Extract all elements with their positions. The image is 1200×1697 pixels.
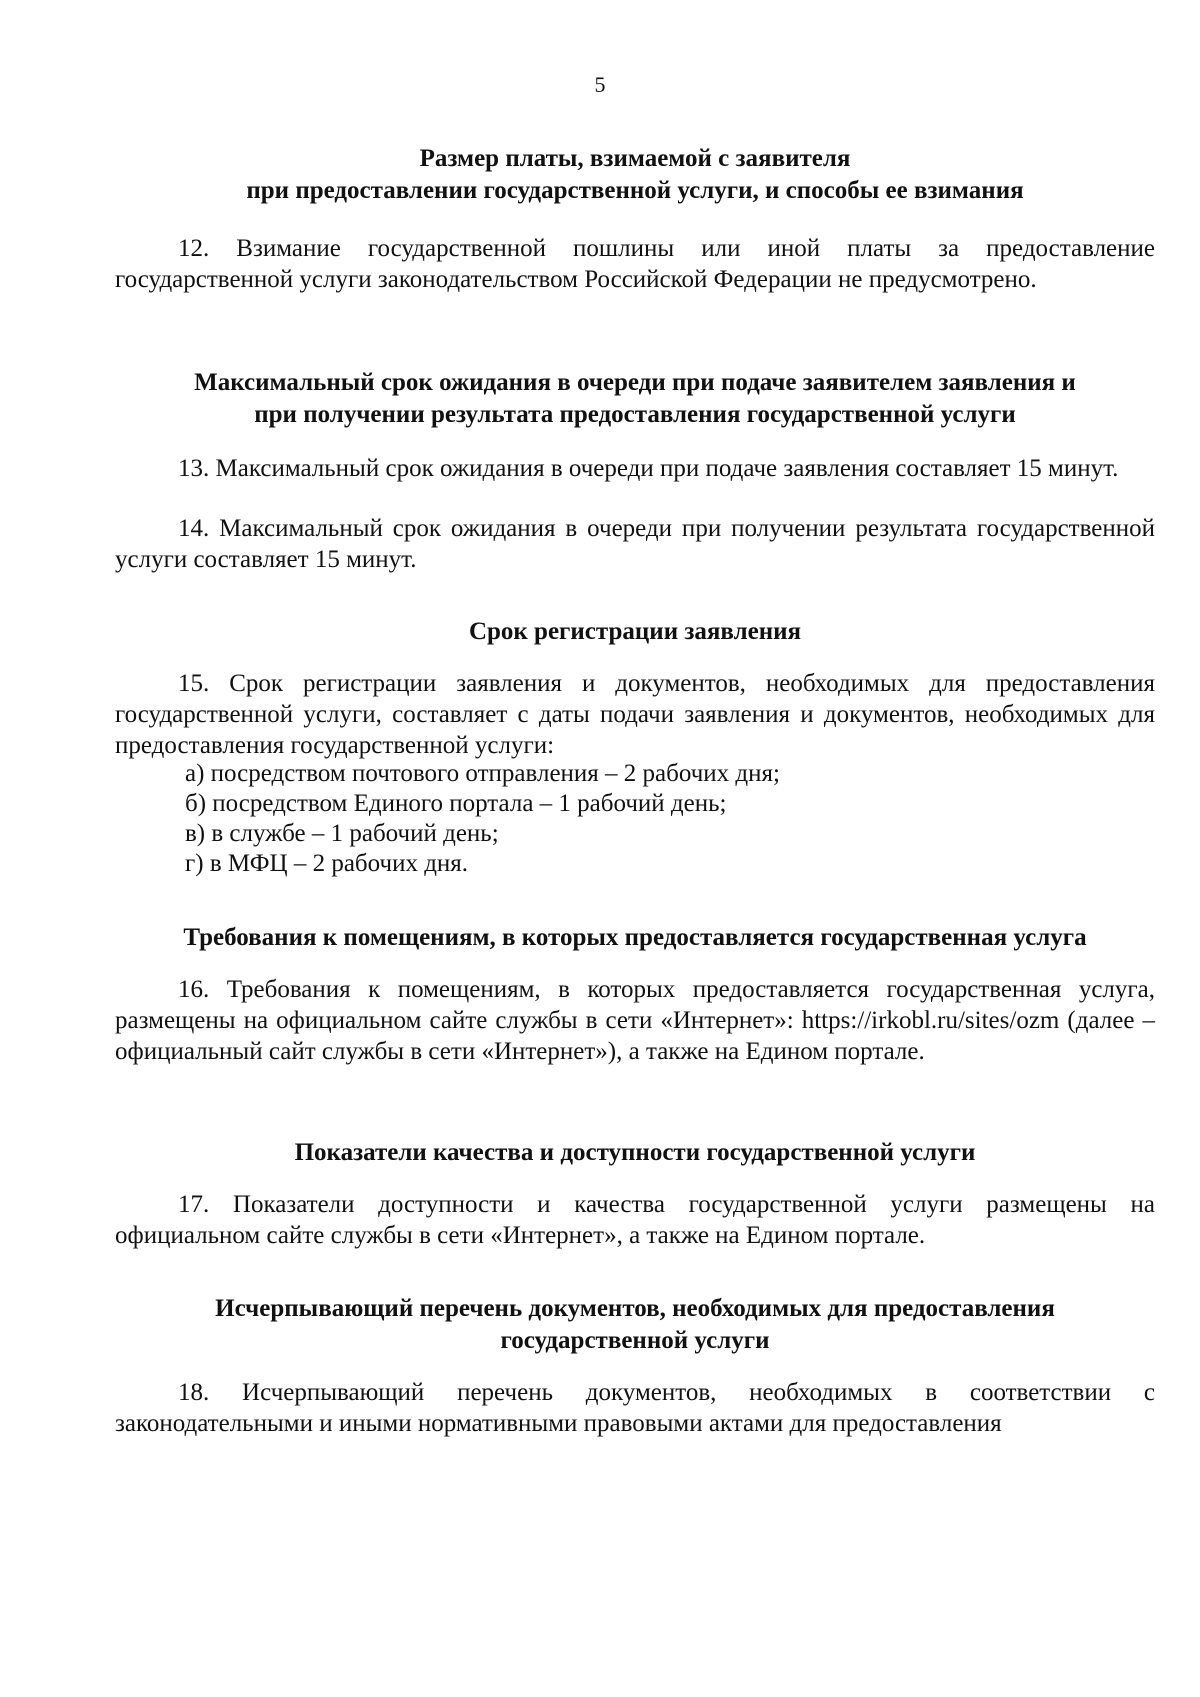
list-item: б) посредством Единого портала – 1 рабочий день; <box>185 790 727 817</box>
heading-line: Показатели качества и доступности государственной услуги <box>294 1139 976 1166</box>
heading-line: Исчерпывающий перечень документов, необходимых для предоставления <box>215 1295 1055 1322</box>
heading-line: государственной услуги <box>500 1327 770 1354</box>
section-heading-registration <box>115 616 1155 648</box>
heading-line: при предоставлении государственной услуги, и способы ее взимания <box>246 177 1024 204</box>
section-heading-premises <box>115 922 1155 954</box>
paragraph-text: 13. Максимальный срок ожидания в очереди при подаче заявления составляет 15 минут. <box>178 455 1119 482</box>
paragraph-text: 15. Срок регистрации заявления и документов, необходимых для предоставления государственной услуги, составляет с даты подачи заявления и документов, необходимых для предоставления государственной услуги: <box>115 670 1155 759</box>
paragraph-17 <box>115 1189 1155 1251</box>
paragraph-text: 16. Требования к помещениям, в которых предоставляется государственная услуга, размещены на официальном сайте службы в сети «Интернет»: https://irkobl.ru/sites/ozm (далее – официальный сайт службы в сети «Интернет»), а также на Едином портале. <box>115 976 1155 1065</box>
heading-line: Срок регистрации заявления <box>468 618 802 645</box>
heading-line: Требования к помещениям, в которых предоставляется государственная услуга <box>183 924 1087 951</box>
heading-line: при получении результата предоставления государственной услуги <box>254 401 1016 428</box>
list-item: а) посредством почтового отправления – 2 рабочих дня; <box>185 760 780 787</box>
heading-line: Размер платы, взимаемой с заявителя <box>419 145 851 172</box>
section-heading-queue-time <box>115 367 1155 431</box>
paragraph-18 <box>115 1377 1155 1439</box>
section-heading-quality <box>115 1137 1155 1169</box>
heading-line: Максимальный срок ожидания в очереди при подаче заявителем заявления и <box>194 369 1076 396</box>
paragraph-text: 14. Максимальный срок ожидания в очереди при получении результата государственной услуги составляет 15 минут. <box>115 515 1155 573</box>
paragraph-text: 12. Взимание государственной пошлины или иной платы за предоставление государственной услуги законодательством Российской Федерации не предусмотрено. <box>115 235 1155 293</box>
paragraph-text: 18. Исчерпывающий перечень документов, необходимых в соответствии с законодательными и иными нормативными правовыми актами для предоставления <box>115 1379 1155 1437</box>
page-number: 5 <box>594 72 606 97</box>
paragraph-text: 17. Показатели доступности и качества государственной услуги размещены на официальном сайте службы в сети «Интернет», а также на Едином портале. <box>115 1191 1155 1249</box>
section-heading-fee <box>115 143 1155 207</box>
paragraph-16 <box>115 974 1155 1067</box>
list-item: в) в службе – 1 рабочий день; <box>185 820 499 847</box>
section-heading-documents <box>115 1293 1155 1357</box>
paragraph-15 <box>115 668 1155 761</box>
list-item: г) в МФЦ – 2 рабочих дня. <box>185 850 469 877</box>
paragraph-12 <box>115 233 1155 295</box>
paragraph-14 <box>115 513 1155 575</box>
paragraph-13 <box>115 453 1155 484</box>
